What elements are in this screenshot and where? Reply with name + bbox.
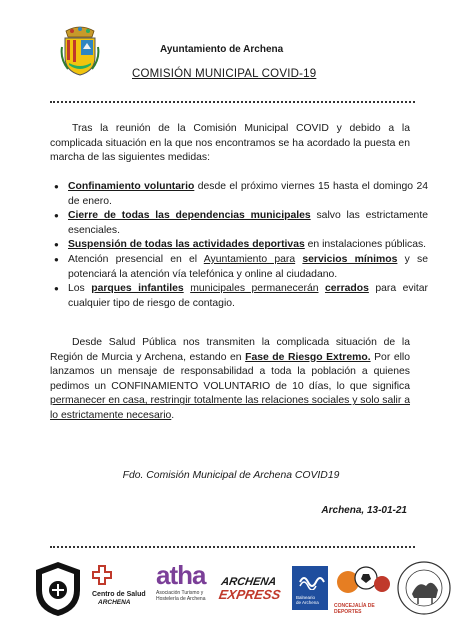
measure-item xyxy=(68,238,428,253)
measure-text: Los xyxy=(68,283,92,295)
express-word-1: ARCHENA xyxy=(220,576,278,588)
risk-phase: Fase de Riesgo Extremo. xyxy=(245,351,371,363)
express-word-2: EXPRESS xyxy=(217,587,282,602)
archena-express-logo xyxy=(218,576,289,602)
signature: Fdo. Comisión Municipal de Archena COVID19 xyxy=(122,470,340,481)
balneario-name: de Archena xyxy=(296,600,319,605)
measure-text: salvo las estrictamente esenciales. xyxy=(68,210,428,236)
police-badge-logo xyxy=(30,560,86,623)
closing-text: . xyxy=(171,409,175,421)
measure-item xyxy=(68,209,428,238)
dotted-divider-bottom xyxy=(50,546,415,548)
dotted-divider-top xyxy=(50,101,415,103)
measure-highlight: Cierre de todas las dependencias municipales xyxy=(68,210,311,222)
atha-wordmark: atha xyxy=(156,560,206,590)
sports-balls-icon xyxy=(334,564,394,596)
measure-highlight: parques infantiles xyxy=(91,283,184,295)
organization-name: Ayuntamiento de Archena xyxy=(160,44,284,55)
cultural-association-seal xyxy=(396,560,452,621)
closing-paragraph xyxy=(50,336,410,424)
measure-highlight: Confinamiento voluntario xyxy=(68,181,195,192)
measure-highlight: cerrados xyxy=(324,283,369,295)
measure-text: para evitar cualquier tipo de riesgo de contagio. xyxy=(68,283,429,309)
measure-underlined: Ayuntamiento para xyxy=(203,253,296,265)
measure-item xyxy=(68,180,428,209)
intro-paragraph: Tras la reunión de la Comisión Municipal COVID y debido a la complicada situación en la que nos encontramos se ha acordado la puesta en marcha de las siguientes medidas: xyxy=(50,123,410,164)
health-center-name: Centro de Salud xyxy=(92,591,146,598)
measure-item xyxy=(68,253,428,282)
sports-department-logo xyxy=(334,564,394,615)
measure-item xyxy=(68,282,428,311)
municipal-crest-logo xyxy=(60,25,100,77)
closing-text: Por ello lanzamos un mensaje de responsabilidad a toda la población a quienes pedimos un CONFINAMIENTO VOLUNTARIO de 10 días, lo que significa xyxy=(50,351,410,392)
balneario-logo xyxy=(292,566,328,610)
health-cross-icon xyxy=(92,564,112,586)
measures-list xyxy=(50,180,428,311)
waves-icon xyxy=(292,566,328,590)
measure-highlight: servicios mínimos xyxy=(302,253,398,265)
measure-text: y se potenciará la atención vía telefónica y online al ciudadano. xyxy=(68,253,429,280)
document-date: Archena, 13-01-21 xyxy=(321,505,407,516)
atha-caption: Asociación Turismo y xyxy=(156,590,204,596)
balneario-name: Balneario xyxy=(296,595,316,600)
atha-caption: Hostelería de Archena xyxy=(156,596,206,602)
measure-text: en instalaciones públicas. xyxy=(304,239,427,251)
stay-home-message: permanecer en casa, restringir totalmente las relaciones sociales y solo salir a lo estrictamente necesario xyxy=(50,395,410,421)
atha-logo xyxy=(156,560,220,602)
sports-department-name: CONCEJALÍA DE DEPORTES xyxy=(334,603,375,615)
health-center-logo xyxy=(92,564,150,607)
closing-text: Desde Salud Pública nos transmiten la complicada situación de la Región de Murcia y Archena, estando en xyxy=(50,337,410,363)
measure-text: Atención presencial en el xyxy=(68,253,204,265)
measure-underlined: municipales permanecerán xyxy=(190,283,319,295)
sponsor-logos xyxy=(30,560,450,620)
document-subtitle: COMISIÓN MUNICIPAL COVID-19 xyxy=(132,68,317,80)
measure-highlight: Suspensión de todas las actividades deportivas xyxy=(68,239,305,251)
health-center-town: ARCHENA xyxy=(98,599,131,606)
measure-text: desde el próximo viernes 15 hasta el domingo 24 de enero. xyxy=(68,181,428,207)
